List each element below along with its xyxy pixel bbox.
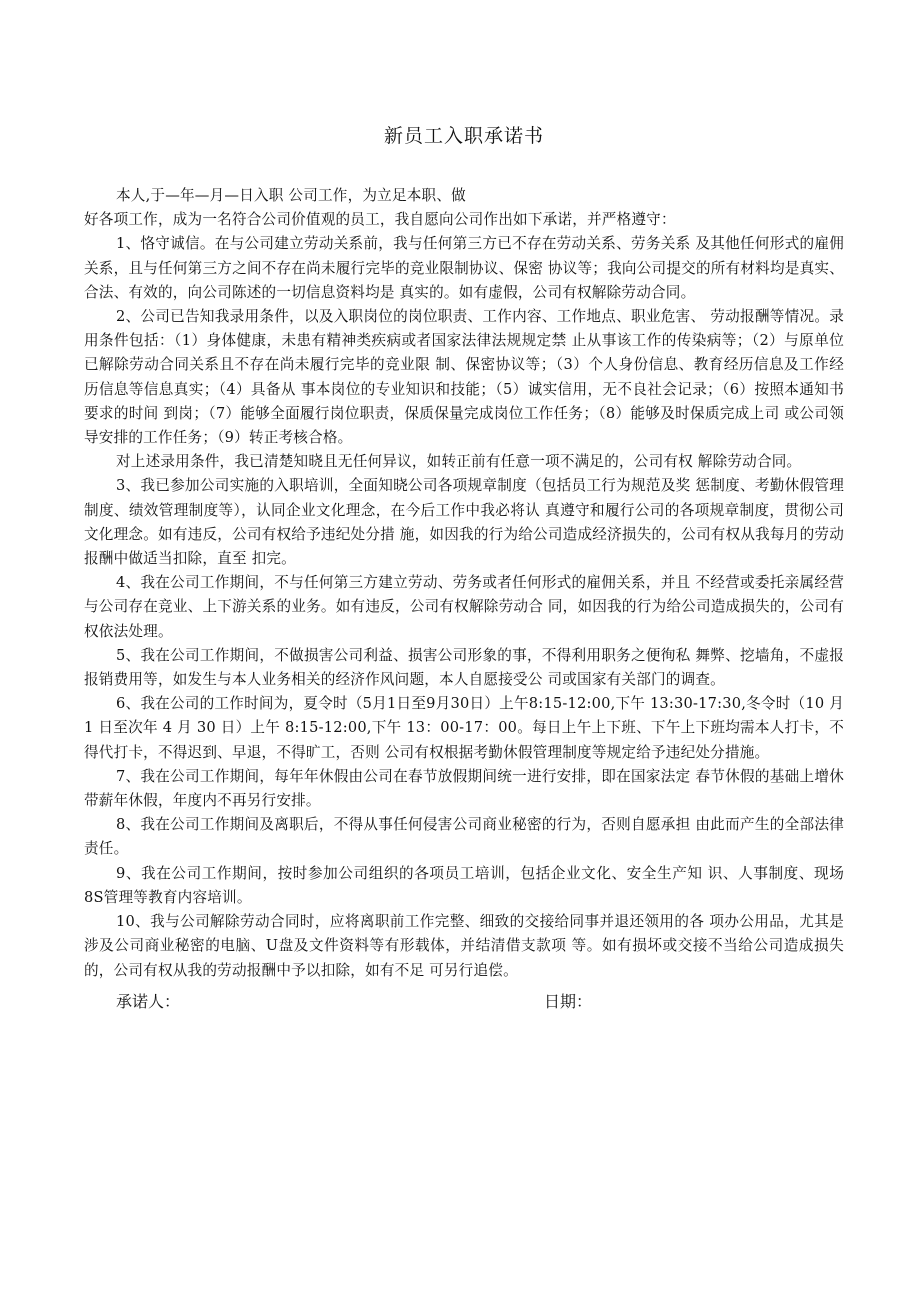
intro-line-2: 好各项工作，成为一名符合公司价值观的员工，我自愿向公司作出如下承诺，并严格遵守： (84, 211, 676, 229)
clause-6: 6、我在公司的工作时间为，夏令时（5月1日至9月30日）上午8:15-12:00,下午 13:30-17:30,冬令时（10 月 1 日至次年 4 月 30 日）上午 8:15-12:00,下午 13：00-17：00。每日上午上下班、下午上下班均需本人打卡，不得代打卡，不得迟到、早退，不得旷工，否则 公司有权根据考勤休假管理制度等规定给予违纪处分措施。 (84, 695, 844, 761)
clause-9: 9、我在公司工作期间，按时参加公司组织的各项员工培训，包括企业文化、安全生产知 识、人事制度、现场8S管理等教育内容培训。 (84, 864, 844, 906)
clause-1: 1、恪守诚信。在与公司建立劳动关系前，我与任何第三方已不存在劳动关系、劳务关系 及其他任何形式的雇佣关系，且与任何第三方之间不存在尚未履行完毕的竞业限制协议、保密 协议等；我向公司提交的所有材料均是真实、合法、有效的，向公司陈述的一切信息资料均是 真实的。如有虚假，公司有权解除劳动合同。 (84, 235, 844, 301)
clause-2-note: 对上述录用条件，我已清楚知晓且无任何异议，如转正前有任意一项不满足的，公司有权 解除劳动合同。 (116, 453, 802, 471)
document-title: 新员工入职承诺书 (383, 125, 544, 147)
clause-10: 10、我与公司解除劳动合同时，应将离职前工作完整、细致的交接给同事并退还领用的各 项办公用品，尤其是涉及公司商业秘密的电脑、U盘及文件资料等有形载体，并结清借支款项 等。如有损坏或交接不当给公司造成损失的，公司有权从我的劳动报酬中予以扣除，如有不足 可另行追偿。 (84, 913, 844, 979)
clause-5: 5、我在公司工作期间，不做损害公司利益、损害公司形象的事，不得利用职务之便徇私 舞弊、挖墙角，不虚报报销费用等，如发生与本人业务相关的经济作风问题，本人自愿接受公 司或国家有关部门的调查。 (84, 646, 844, 689)
clause-3: 3、我已参加公司实施的入职培训，全面知晓公司各项规章制度（包括员工行为规范及奖 惩制度、考勤休假管理制度、绩效管理制度等），认同企业文化理念，在今后工作中我必将认 真遵守和履行公司的各项规章制度，贯彻公司文化理念。如有违反，公司有权给予违纪处分措 施，如因我的行为给公司造成经济损失的，公司有权从我每月的劳动报酬中做适当扣除，直至 扣完。 (84, 477, 844, 568)
clause-4: 4、我在公司工作期间，不与任何第三方建立劳动、劳务或者任何形式的雇佣关系，并且 不经营或委托亲属经营与公司存在竞业、上下游关系的业务。如有违反，公司有权解除劳动合 同，如因我的行为给公司造成损失的，公司有权依法处理。 (84, 574, 844, 640)
document-body (84, 184, 844, 983)
clause-8: 8、我在公司工作期间及离职后，不得从事任何侵害公司商业秘密的行为，否则自愿承担 由此而产生的全部法律责任。 (84, 816, 844, 858)
clause-2: 2、公司已告知我录用条件，以及入职岗位的岗位职责、工作内容、工作地点、职业危害、 劳动报酬等情况。录用条件包括：（1）身体健康，未患有精神类疾病或者国家法律法规规定禁 止从事该工作的传染病等；（2）与原单位已解除劳动合同关系且不存在尚未履行完毕的竞业限 制、保密协议等；（3）个人身份信息、教育经历信息及工作经历信息等信息真实；（4）具备从 事本岗位的专业知识和技能；（5）诚实信用，无不良社会记录；（6）按照本通知书要求的时间 到岗；（7）能够全面履行岗位职责，保质保量完成岗位工作任务；（8）能够及时保质完成上司 或公司领导安排的工作任务；（9）转正考核合格。 (84, 308, 844, 447)
signature-row (84, 985, 844, 1015)
clause-7: 7、我在公司工作期间，每年年休假由公司在春节放假期间统一进行安排，即在国家法定 春节休假的基础上增休带薪年休假，年度内不再另行安排。 (84, 767, 844, 810)
date-label: 日期： (544, 991, 593, 1011)
signature-label: 承诺人： (116, 991, 181, 1011)
document-page (84, 122, 844, 1015)
intro-line-1: 本人,于—年—月—日入职 公司工作，为立足本职、做 (116, 187, 466, 204)
